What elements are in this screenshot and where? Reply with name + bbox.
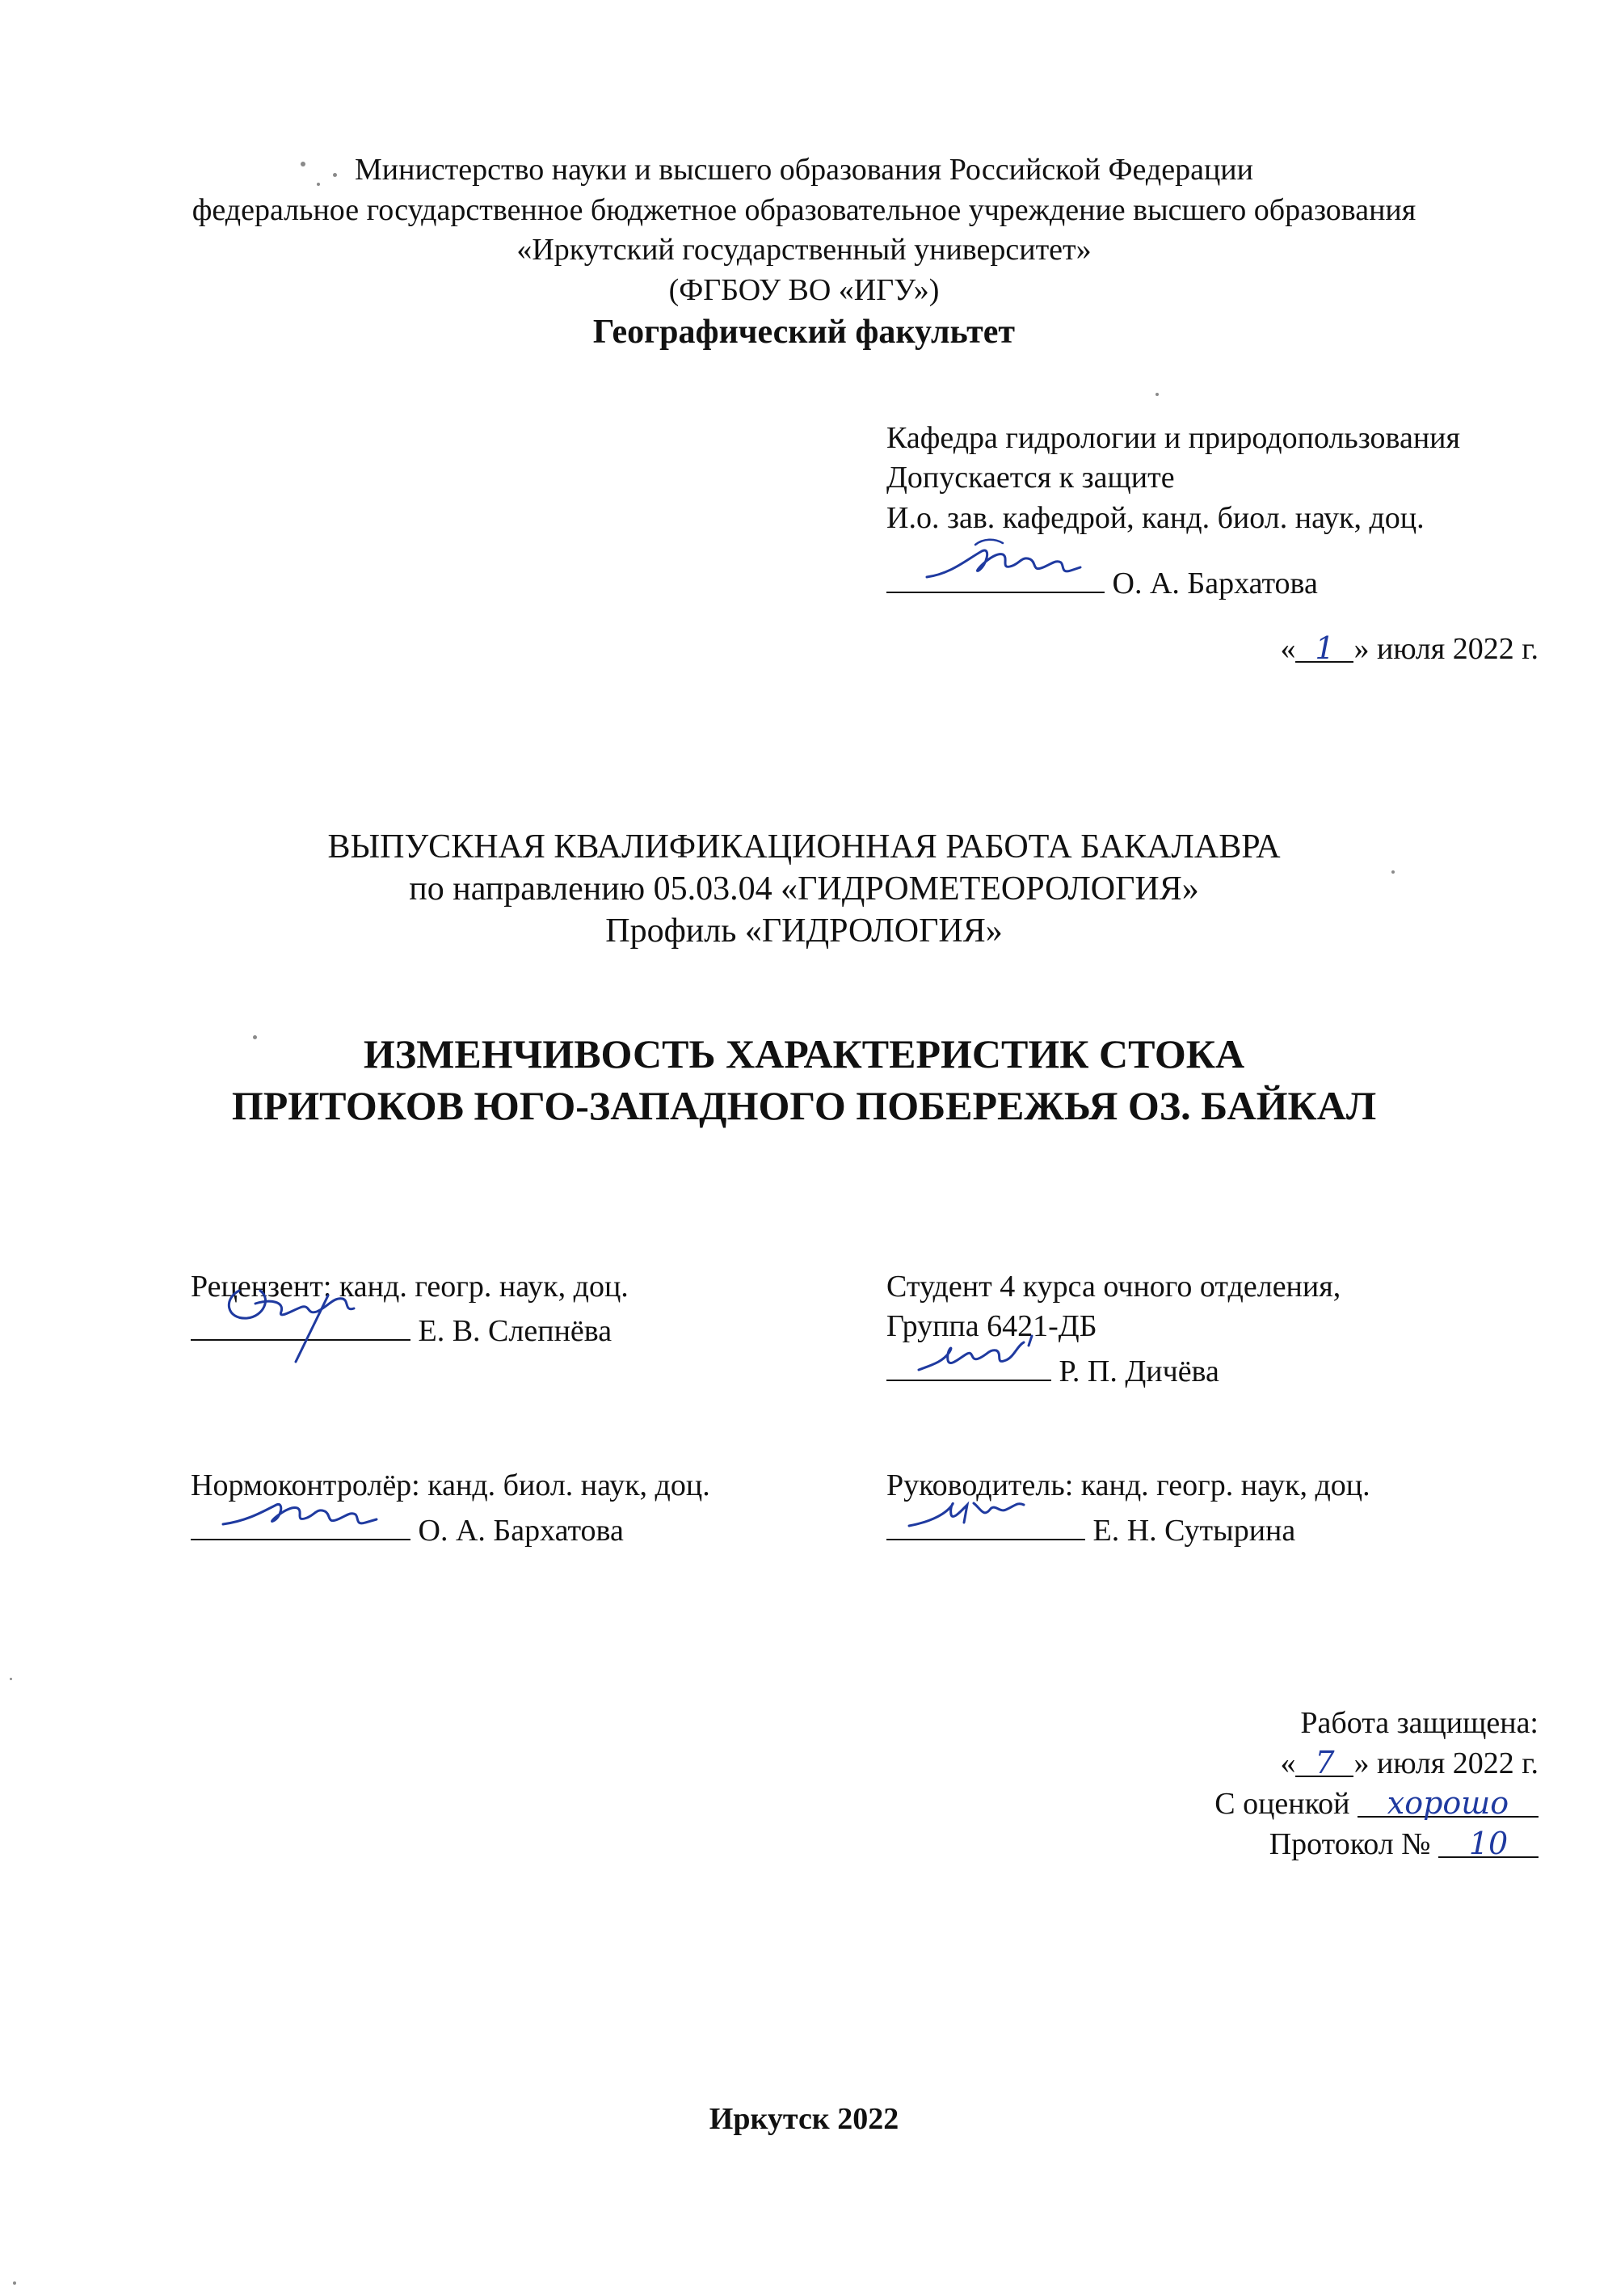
defense-protocol [1269, 1824, 1539, 1864]
grade-handwritten: хорошо [1387, 1785, 1509, 1821]
scan-speck [13, 2281, 16, 2285]
supervisor-role: Руководитель: канд. геогр. наук, доц. [886, 1468, 1370, 1502]
normcontroller-role: Нормоконтролёр: канд. биол. наук, доц. [191, 1468, 710, 1502]
date-month-year: » июля 2022 г. [1353, 632, 1539, 666]
head-position: И.о. зав. кафедрой, канд. биол. наук, доц. [886, 501, 1425, 535]
normcontroller-name: О. А. Бархатова [418, 1514, 624, 1548]
student-group: Группа 6421-ДБ [886, 1309, 1097, 1343]
defense-grade [1214, 1784, 1539, 1823]
date-day-handwritten: 1 [1315, 630, 1335, 666]
normcontroller-signature-row [191, 1506, 624, 1550]
date-day-handwritten: 7 [1315, 1745, 1335, 1780]
supervisor-signature-row [886, 1506, 1295, 1550]
grade-label: С оценкой [1214, 1787, 1350, 1821]
university-abbrev: (ФГБОУ ВО «ИГУ») [668, 273, 940, 307]
head-name: О. А. Бархатова [1112, 567, 1318, 600]
student-signature-row [886, 1347, 1219, 1391]
defense-heading: Работа защищена: [1300, 1706, 1539, 1740]
signature-line [886, 1506, 1085, 1540]
handwritten-signature [919, 527, 1105, 592]
handwritten-signature [207, 1266, 417, 1371]
signature-line [191, 1307, 410, 1341]
admitted-label: Допускается к защите [886, 461, 1175, 495]
university-line: «Иркутский государственный университет» [516, 233, 1092, 267]
protocol-handwritten: 10 [1468, 1826, 1509, 1861]
signature-line [191, 1506, 410, 1540]
reviewer-role: Рецензент: канд. геогр. наук, доц. [191, 1270, 629, 1304]
protocol-label: Протокол № [1269, 1827, 1431, 1861]
handwritten-signature [911, 1325, 1056, 1381]
protocol-line [1438, 1824, 1539, 1861]
student-name: Р. П. Дичёва [1059, 1354, 1219, 1388]
reviewer-signature-row [191, 1307, 612, 1350]
supervisor-name: Е. Н. Сутырина [1092, 1514, 1296, 1548]
date-month-year: » июля 2022 г. [1353, 1746, 1539, 1780]
department-name: Кафедра гидрологии и природопользования [886, 421, 1460, 455]
defense-date [1280, 1743, 1539, 1783]
signature-line [886, 1347, 1051, 1381]
approval-date [1280, 629, 1539, 668]
signature-line [886, 559, 1105, 593]
date-day-line [1295, 1743, 1353, 1780]
handwritten-signature [903, 1485, 1072, 1534]
city-year: Иркутск 2022 [709, 2102, 899, 2136]
grade-line [1358, 1784, 1539, 1821]
work-direction: по направлению 05.03.04 «ГИДРОМЕТЕОРОЛОГИЯ» [409, 870, 1199, 908]
handwritten-signature [215, 1482, 401, 1539]
ministry-line: Министерство науки и высшего образования Российской Федерации [355, 153, 1253, 187]
student-role: Студент 4 курса очного отделения, [886, 1270, 1341, 1304]
date-day-line [1295, 629, 1353, 666]
thesis-title-line1: ИЗМЕНЧИВОСТЬ ХАРАКТЕРИСТИК СТОКА [363, 1031, 1245, 1076]
scan-speck [10, 1678, 12, 1680]
faculty-name: Географический факультет [592, 314, 1016, 351]
thesis-title-line2: ПРИТОКОВ ЮГО-ЗАПАДНОГО ПОБЕРЕЖЬЯ ОЗ. БАЙКАЛ [231, 1083, 1377, 1128]
institution-type-line: федеральное государственное бюджетное образовательное учреждение высшего образования [192, 193, 1416, 227]
reviewer-name: Е. В. Слепнёва [418, 1314, 612, 1348]
work-type: ВЫПУСКНАЯ КВАЛИФИКАЦИОННАЯ РАБОТА БАКАЛАВРА [327, 828, 1281, 866]
scan-speck [1155, 393, 1159, 396]
date-open-quote: « [1280, 1746, 1296, 1780]
work-profile: Профиль «ГИДРОЛОГИЯ» [605, 912, 1003, 950]
head-signature-row [886, 559, 1318, 603]
date-open-quote: « [1280, 632, 1296, 666]
